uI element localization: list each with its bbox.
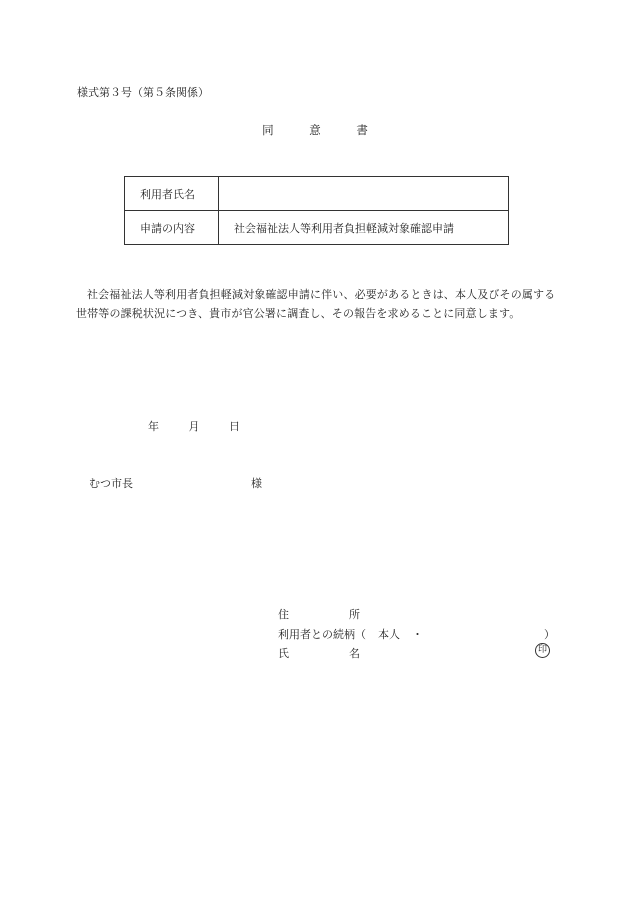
table-row-application-content — [125, 211, 509, 245]
user-name-field[interactable] — [219, 177, 509, 211]
addressee-line — [89, 475, 262, 491]
user-name-label: 利用者氏名 — [125, 177, 219, 211]
date-month: 月 — [188, 420, 200, 433]
application-info-table — [124, 176, 509, 245]
date-day: 日 — [229, 420, 240, 433]
application-content-label: 申請の内容 — [125, 211, 219, 245]
signature-relation-row — [278, 626, 423, 642]
title-char-1: 同 — [262, 123, 274, 137]
table-row-user-name — [125, 177, 509, 211]
application-content-value: 社会福祉法人等利用者負担軽減対象確認申請 — [219, 211, 509, 245]
name-label-char-2: 名 — [349, 647, 360, 660]
name-label-char-1: 氏 — [278, 647, 289, 660]
relation-option-self: 本人 — [378, 628, 400, 641]
consent-statement: 社会福祉法人等利用者負担軽減対象確認申請に伴い、必要があるときは、本人及びその属する世帯等の課税状況につき、貴市が官公署に調査し、その報告を求めることに同意します。 — [76, 288, 556, 320]
date-line — [148, 418, 240, 434]
seal-mark: 印 — [535, 643, 550, 658]
title-char-2: 意 — [309, 123, 321, 137]
document-title — [0, 122, 630, 138]
signature-name-row — [278, 645, 360, 661]
relation-label: 利用者との続柄（ — [278, 628, 366, 641]
addressee-name: むつ市長 — [89, 477, 133, 490]
form-number: 様式第３号（第５条関係） — [77, 86, 209, 99]
address-label-char-1: 住 — [278, 608, 289, 621]
date-year: 年 — [148, 420, 159, 433]
address-label-char-2: 所 — [349, 608, 360, 621]
addressee-honorific: 様 — [251, 477, 262, 490]
relation-separator: ・ — [412, 628, 423, 641]
relation-close-paren: ） — [544, 628, 555, 641]
title-char-3: 書 — [356, 123, 368, 137]
signature-address-row — [278, 606, 360, 622]
